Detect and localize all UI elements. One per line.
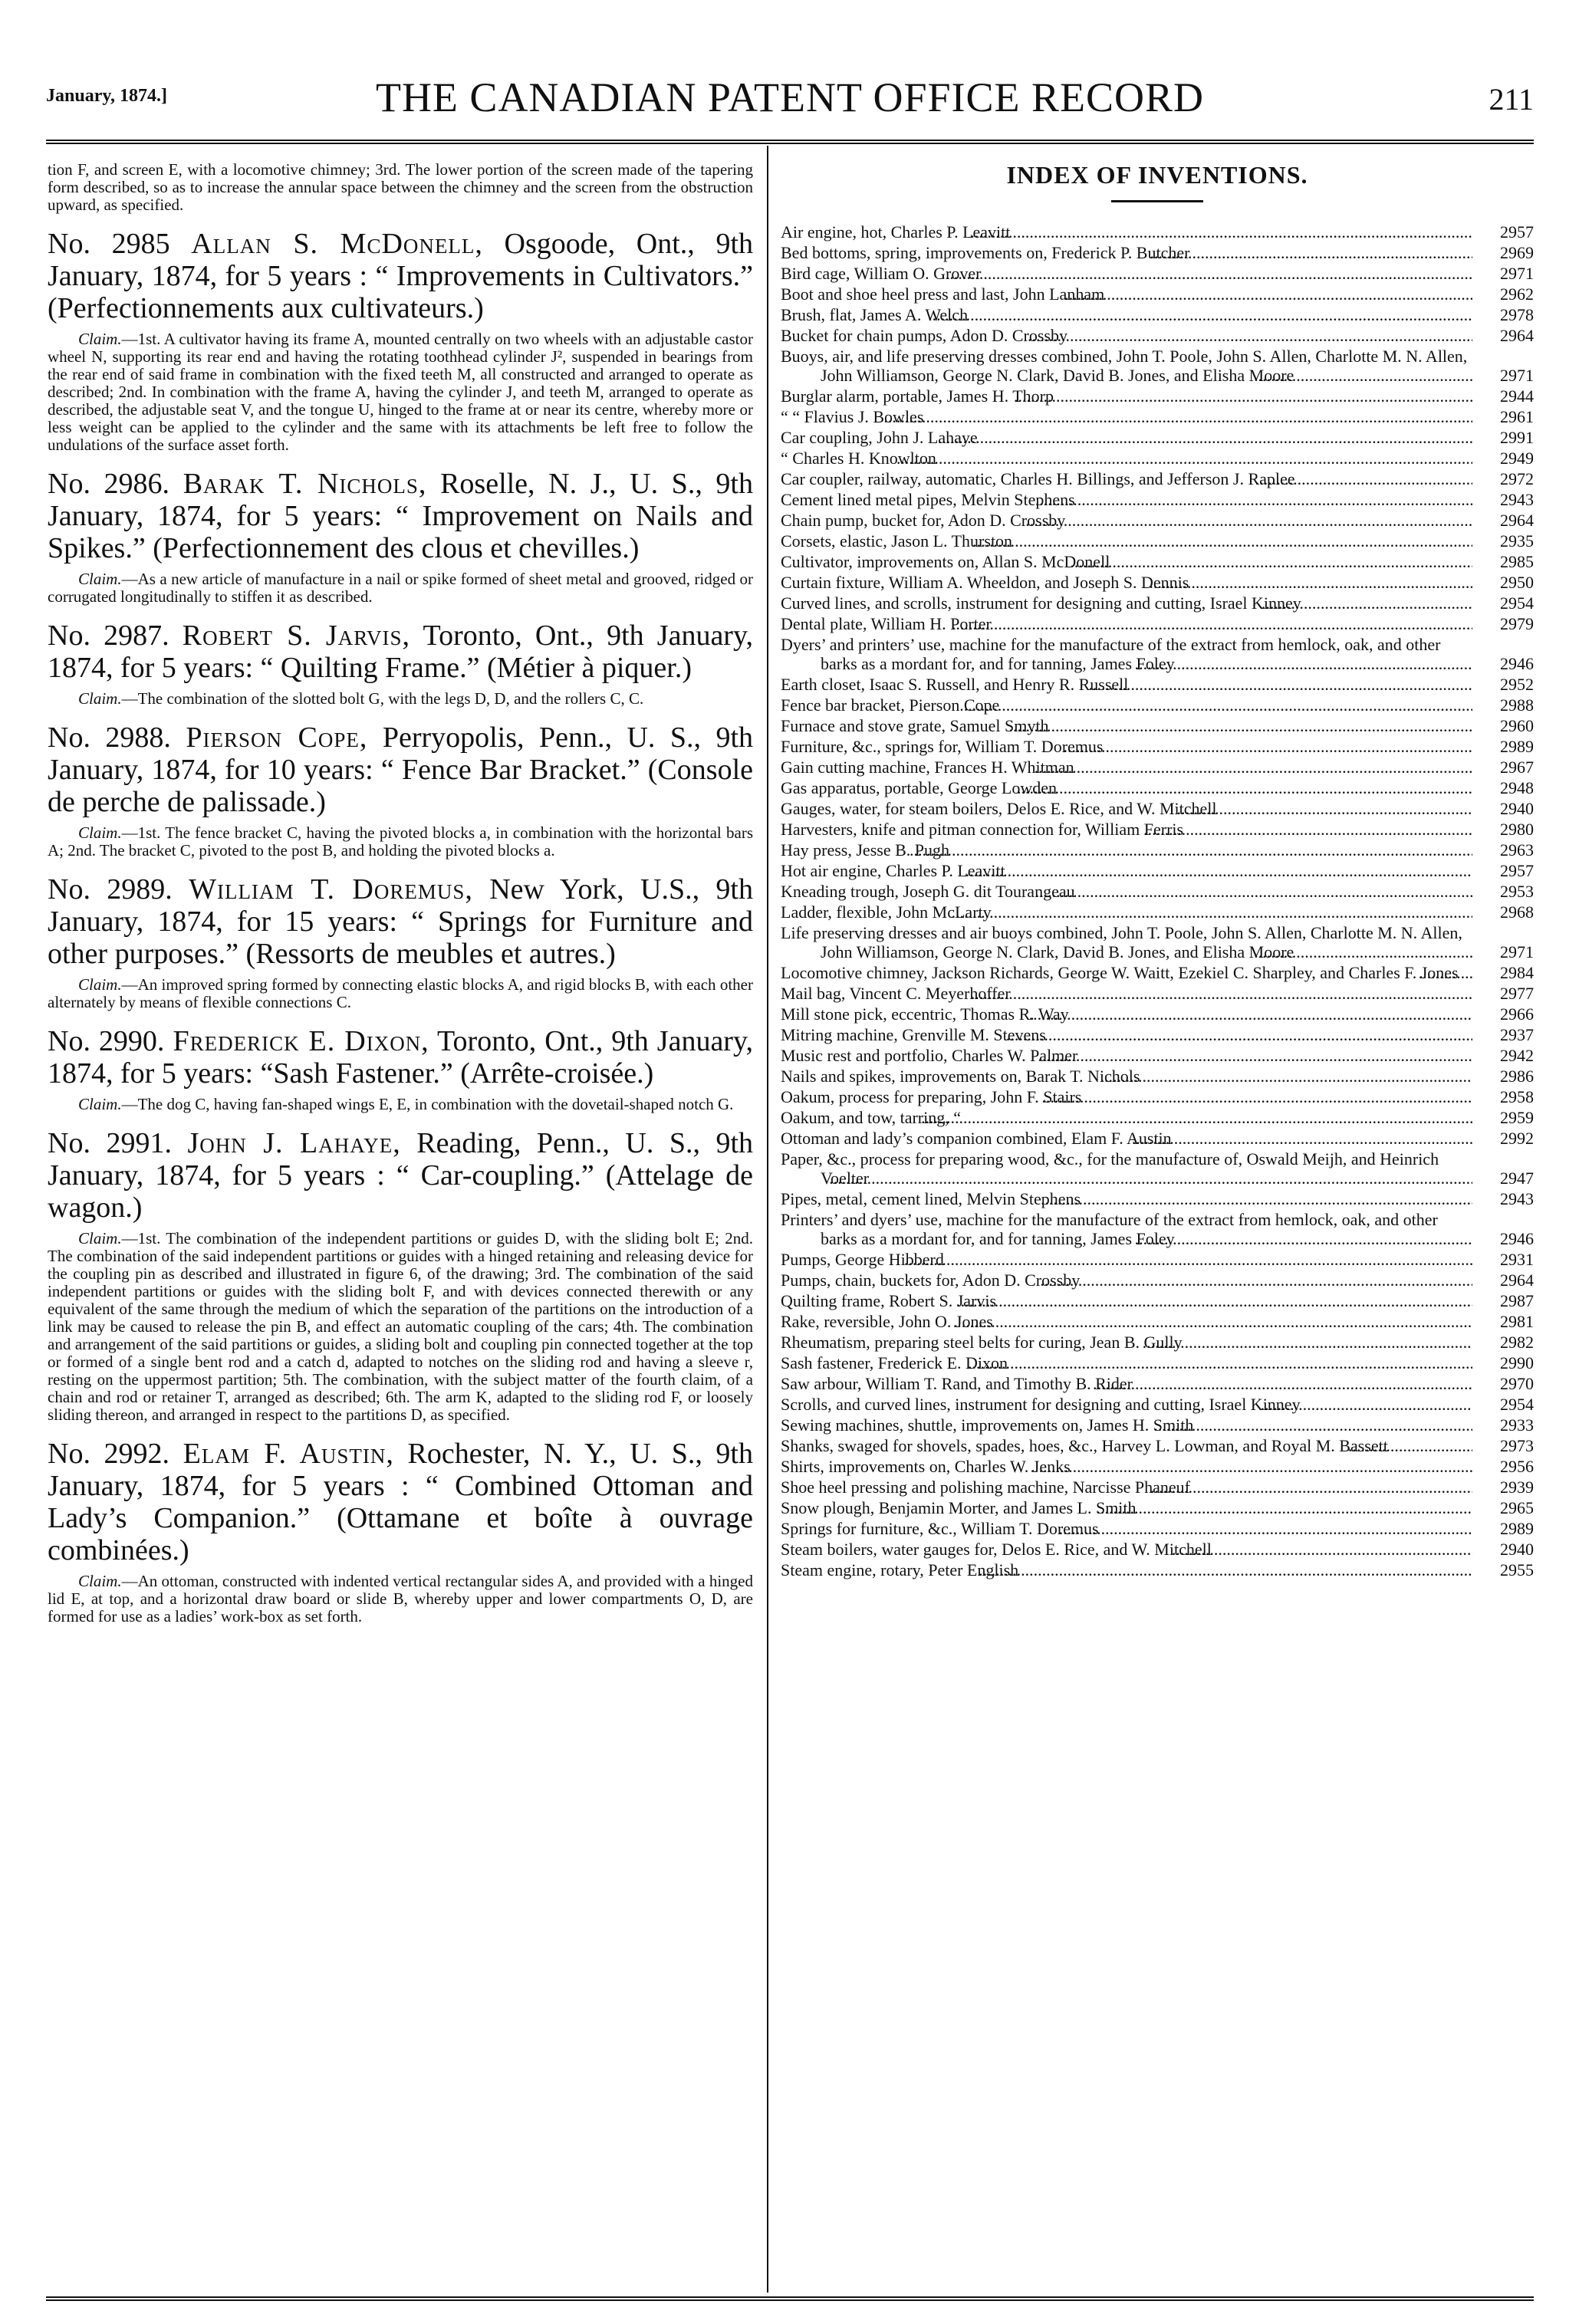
index-entry-text: Pumps, chain, buckets for, Adon D. Crossby ..... (781, 1270, 1472, 1290)
index-entry (781, 1067, 1534, 1086)
index-entry (781, 1004, 1534, 1024)
index-entry-number: 2957 (1472, 222, 1534, 242)
index-entry-number: 2961 (1472, 407, 1534, 426)
index-entry-text: Shoe heel pressing and polishing machine, Narcisse Phaneuf ..... (781, 1478, 1472, 1497)
page-header (46, 66, 1534, 135)
index-entry-number: 2955 (1472, 1560, 1534, 1579)
patent-entry (48, 1127, 753, 1424)
index-entry-number: 2964 (1472, 326, 1534, 345)
index-entry-number: 2973 (1472, 1436, 1534, 1455)
index-entry (781, 695, 1534, 715)
index-entry-number: 2952 (1472, 675, 1534, 694)
inventor-name: Barak T. Nichols, (183, 468, 427, 500)
index-entry (781, 1353, 1534, 1372)
patent-claim (48, 690, 753, 708)
index-entry-text: Fence bar bracket, Pierson Cope ..... (781, 695, 1472, 715)
index-entry (781, 984, 1534, 1003)
index-entry (781, 511, 1534, 530)
index-entry (781, 305, 1534, 324)
index-entry-text: Ladder, flexible, John McLarty ..... (781, 902, 1472, 922)
index-entry-text: “ Charles H. Knowlton ..... (781, 449, 1472, 468)
index-entry-number: 2965 (1472, 1498, 1534, 1517)
index-entry (781, 1333, 1534, 1352)
claim-text: —The combination of the slotted bolt G, with the legs D, D, and the rollers C, C. (121, 689, 644, 708)
index-entry-text: Oakum, and tow, tarring, “ ..... (781, 1108, 1472, 1127)
index-entry (781, 1519, 1534, 1538)
index-entry (781, 737, 1534, 756)
patent-number: No. 2991. (48, 1127, 172, 1159)
patent-details: Toronto, Ont., 9th January, 1874, for 5 years: “Sash Fastener.” (Arrête-croisée.) (48, 1025, 753, 1090)
index-entry (781, 407, 1534, 426)
index-entry (781, 428, 1534, 447)
index-entry (781, 861, 1534, 880)
issue-date: January, 1874.] (46, 86, 168, 106)
index-entry-number: 2990 (1472, 1353, 1534, 1372)
index-list (781, 222, 1534, 1579)
index-entry-text: Harvesters, knife and pitman connection for, William Ferris ..... (781, 820, 1472, 839)
continued-claim-text: tion F, and screen E, with a locomotive chimney; 3rd. The lower portion of the screen made of the tapering form described, so as to increase the annular space between the chimney and the screen from the obstruction upward, as specified. (48, 161, 753, 214)
index-entry (781, 1108, 1534, 1127)
index-entry-number: 2963 (1472, 840, 1534, 860)
patent-heading (48, 228, 753, 324)
index-entry-text: Rake, reversible, John O. Jones ..... (781, 1312, 1472, 1331)
inventor-name: Elam F. Austin, (183, 1438, 394, 1470)
index-entry (781, 1374, 1534, 1393)
index-entry (781, 449, 1534, 468)
index-entry-text: Paper, &c., process for preparing wood, &c., for the manufacture of, Oswald Meijh, and Heinrich Voelter ..... (781, 1149, 1472, 1188)
index-entry-number: 2953 (1472, 882, 1534, 901)
index-entry-number: 2942 (1472, 1046, 1534, 1065)
patent-entry (48, 722, 753, 860)
index-entry-number: 2949 (1472, 449, 1534, 468)
index-entry-number: 2939 (1472, 1478, 1534, 1497)
index-entry (781, 799, 1534, 818)
patent-details: Osgoode, Ont., 9th January, 1874, for 5 years : “ Improvements in Cultivators.” (Perfectionnements aux cultivateurs.) (48, 228, 753, 324)
index-entry-number: 2969 (1472, 243, 1534, 262)
patent-details: Roselle, N. J., U. S., 9th January, 1874, for 5 years: “ Improvement on Nails and Spikes.” (Perfectionnement des clous et chevilles.) (48, 468, 753, 564)
patent-details: Perryopolis, Penn., U. S., 9th January, 1874, for 10 years: “ Fence Bar Bracket.” (Console de perche de palissade.) (48, 722, 753, 818)
index-entry (781, 593, 1534, 613)
index-entry (781, 758, 1534, 777)
index-entry-number: 2956 (1472, 1457, 1534, 1476)
index-entry (781, 614, 1534, 633)
claim-label: Claim. (78, 975, 122, 994)
index-entry-text: Brush, flat, James A. Welch ..... (781, 305, 1472, 324)
index-entry (781, 1540, 1534, 1559)
claim-text: —The dog C, having fan-shaped wings E, E, in combination with the dovetail-shaped notch G. (121, 1095, 734, 1113)
index-entry-text: Cement lined metal pipes, Melvin Stephens ..... (781, 490, 1472, 509)
patent-heading (48, 722, 753, 818)
index-entry-text: Saw arbour, William T. Rand, and Timothy B. Rider ..... (781, 1374, 1472, 1393)
index-entry-number: 2972 (1472, 469, 1534, 488)
index-entry-text: Bed bottoms, spring, improvements on, Frederick P. Butcher ..... (781, 243, 1472, 262)
claim-label: Claim. (78, 570, 122, 588)
index-entry (781, 1149, 1534, 1188)
patent-details: New York, U.S., 9th January, 1874, for 15 years: “ Springs for Furniture and other purposes.” (Ressorts de meubles et autres.) (48, 873, 753, 970)
patent-heading (48, 620, 753, 684)
index-entry-text: Buoys, air, and life preserving dresses combined, John T. Poole, John S. Allen, Charlotte M. N. Allen, John Williamson, George N. Clark, David B. Jones, and Elisha Moore ..... (781, 347, 1472, 385)
patent-claim (48, 976, 753, 1011)
patent-entry (48, 1025, 753, 1113)
index-entry-number: 2959 (1472, 1108, 1534, 1127)
index-entry-text: Dental plate, William H. Porter ..... (781, 614, 1472, 633)
index-entry-number: 2991 (1472, 428, 1534, 447)
patent-number: No. 2985 (48, 228, 170, 260)
index-title-rule (1111, 200, 1203, 202)
index-entry (781, 1312, 1534, 1331)
index-entry (781, 820, 1534, 839)
index-entry (781, 1291, 1534, 1310)
index-entry-text: Hay press, Jesse B. Pugh ..... (781, 840, 1472, 860)
index-entry-text: Air engine, hot, Charles P. Leavitt ..... (781, 222, 1472, 242)
index-entry (781, 326, 1534, 345)
index-entry-number: 2977 (1472, 984, 1534, 1003)
index-entry (781, 1457, 1534, 1476)
index-entry-number: 2948 (1472, 778, 1534, 797)
index-entry-text: Quilting frame, Robert S. Jarvis ..... (781, 1291, 1472, 1310)
index-entry-text: Pipes, metal, cement lined, Melvin Stephens ..... (781, 1189, 1472, 1208)
index-entry-number: 2980 (1472, 820, 1534, 839)
index-entry (781, 243, 1534, 262)
index-entry-text: Chain pump, bucket for, Adon D. Crossby ..... (781, 511, 1472, 530)
index-title: INDEX OF INVENTIONS. (1006, 161, 1308, 189)
index-entry-text: Shanks, swaged for shovels, spades, hoes, &c., Harvey L. Lowman, and Royal M. Bassett ..... (781, 1436, 1472, 1455)
index-entry-number: 2940 (1472, 799, 1534, 818)
index-entry-number: 2940 (1472, 1540, 1534, 1559)
index-entry-number: 2979 (1472, 614, 1534, 633)
index-entry (781, 840, 1534, 860)
index-entry-number: 2982 (1472, 1333, 1534, 1352)
index-entry-number: 2947 (1472, 1169, 1534, 1188)
index-entry (781, 902, 1534, 922)
index-entry (781, 1087, 1534, 1106)
patent-heading (48, 1127, 753, 1224)
index-entry-text: Curtain fixture, William A. Wheeldon, and Joseph S. Dennis ..... (781, 573, 1472, 592)
patent-claim (48, 824, 753, 860)
index-entry-number: 2964 (1472, 1270, 1534, 1290)
patent-claim (48, 1230, 753, 1424)
index-entry-number: 2967 (1472, 758, 1534, 777)
patent-number: No. 2990. (48, 1025, 165, 1057)
patent-entry (48, 468, 753, 606)
index-entry-text: Bucket for chain pumps, Adon D. Crossby ..... (781, 326, 1472, 345)
index-entry-number: 2989 (1472, 737, 1534, 756)
patent-number: No. 2988. (48, 722, 171, 754)
index-entry (781, 1210, 1534, 1248)
index-entry-text: Shirts, improvements on, Charles W. Jenks ..... (781, 1457, 1472, 1476)
index-entry (781, 469, 1534, 488)
index-entry-number: 2943 (1472, 1189, 1534, 1208)
index-entry-number: 2931 (1472, 1250, 1534, 1269)
index-entry-number: 2964 (1472, 511, 1534, 530)
index-entry-text: Kneading trough, Joseph G. dit Tourangeau ..... (781, 882, 1472, 901)
patent-heading (48, 1438, 753, 1566)
claim-label: Claim. (78, 1229, 122, 1247)
index-entry (781, 716, 1534, 735)
index-entry-number: 2968 (1472, 902, 1534, 922)
index-entry-text: Gain cutting machine, Frances H. Whitman ..... (781, 758, 1472, 777)
index-entry-text: Sewing machines, shuttle, improvements on, James H. Smith ..... (781, 1415, 1472, 1435)
patent-heading (48, 468, 753, 564)
patent-heading (48, 873, 753, 970)
index-entry-text: Dyers’ and printers’ use, machine for the manufacture of the extract from hemlock, oak, and other barks as a mordant for, and for tanning, James Foley ..... (781, 635, 1472, 673)
index-entry-number: 2933 (1472, 1415, 1534, 1435)
index-entry-number: 2978 (1472, 305, 1534, 324)
index-column (781, 161, 1534, 2293)
index-entry-number: 2960 (1472, 716, 1534, 735)
inventor-name: John J. Lahaye, (187, 1127, 401, 1159)
patent-entry (48, 1438, 753, 1625)
index-entry (781, 1189, 1534, 1208)
index-entry-text: Locomotive chimney, Jackson Richards, George W. Waitt, Ezekiel C. Sharpley, and Charles F. Jones ..... (781, 963, 1472, 982)
index-entry (781, 1560, 1534, 1579)
index-entry-text: Mail bag, Vincent C. Meyerhoffer ..... (781, 984, 1472, 1003)
inventor-name: Frederick E. Dixon, (173, 1025, 429, 1057)
header-rule (46, 140, 1534, 144)
claim-label: Claim. (78, 689, 122, 708)
index-entry-text: Life preserving dresses and air buoys combined, John T. Poole, John S. Allen, Charlotte M. N. Allen, John Williamson, George N. Clark, David B. Jones, and Elisha Moore ..... (781, 923, 1472, 961)
index-entry-text: Curved lines, and scrolls, instrument for designing and cutting, Israel Kinney ..... (781, 593, 1472, 613)
patent-details: Reading, Penn., U. S., 9th January, 1874, for 5 years : “ Car-coupling.” (Attelage de wagon.) (48, 1127, 753, 1224)
index-entry (781, 347, 1534, 385)
index-entry-number: 2958 (1472, 1087, 1534, 1106)
index-entry-text: Bird cage, William O. Grover ..... (781, 264, 1472, 283)
patent-details: Toronto, Ont., 9th January, 1874, for 5 years: “ Quilting Frame.” (Métier à piquer.) (48, 620, 753, 684)
index-entry (781, 284, 1534, 304)
index-entry-number: 2966 (1472, 1004, 1534, 1024)
index-entry (781, 1250, 1534, 1269)
index-entry-text: Oakum, process for preparing, John F. Stairs ..... (781, 1087, 1472, 1106)
index-entry-text: Printers’ and dyers’ use, machine for the manufacture of the extract from hemlock, oak, and other barks as a mordant for, and for tanning, James Foley ..... (781, 1210, 1472, 1248)
index-entry (781, 635, 1534, 673)
patent-claim (48, 1573, 753, 1625)
index-entry-number: 2944 (1472, 386, 1534, 406)
index-entry-number: 2981 (1472, 1312, 1534, 1331)
index-entry-number: 2957 (1472, 861, 1534, 880)
index-entry-number: 2962 (1472, 284, 1534, 304)
index-entry-text: Cultivator, improvements on, Allan S. McDonell ..... (781, 552, 1472, 571)
index-entry-number: 2950 (1472, 573, 1534, 592)
page-number: 211 (1489, 82, 1534, 117)
index-entry-text: Mitring machine, Grenville M. Stevens ..... (781, 1025, 1472, 1044)
patent-entries (48, 228, 753, 1625)
index-entry-number: 2971 (1472, 264, 1534, 283)
index-entry-number: 2937 (1472, 1025, 1534, 1044)
index-entry-text: Furnace and stove grate, Samuel Smyth ..... (781, 716, 1472, 735)
patent-entry (48, 228, 753, 454)
index-entry (781, 1129, 1534, 1148)
claim-text: —As a new article of manufacture in a nail or spike formed of sheet metal and grooved, ridged or corrugated longitudinally to stiffen it as described. (48, 570, 753, 606)
claim-text: —An ottoman, constructed with indented vertical rectangular sides A, and provided with a hinged lid E, at top, and a horizontal draw board or slide B, whereby upper and lower compartments O, D, are formed for use as a ladies’ work-box as set forth. (48, 1572, 753, 1625)
index-entry-number: 2992 (1472, 1129, 1534, 1148)
index-entry-text: Gas apparatus, portable, George Lowden ..... (781, 778, 1472, 797)
index-entry-text: Boot and shoe heel press and last, John Lanham ..... (781, 284, 1472, 304)
index-entry-number: 2946 (1472, 654, 1534, 673)
patent-details: Rochester, N. Y., U. S., 9th January, 1874, for 5 years : “ Combined Ottoman and Lady’s Companion.” (Ottamane et boîte à ouvrage combinées.) (48, 1438, 753, 1566)
index-entry-text: Nails and spikes, improvements on, Barak T. Nichols ..... (781, 1067, 1472, 1086)
claim-text: —1st. The combination of the independent partitions or guides D, with the sliding bolt E; 2nd. The combination of the said independent partitions or guides with a hinged retaining and releasing device for the coupling pin as described and illustrated in figure 6, of the drawing; 3rd. The combination of the said independent partitions or guides with the sliding bolt F, and with devices connected therewith or any equivalent of the same through the medium of which the separation of the partitions on the introduction of a link may be caused to release the pin B, and effect an automatic coupling of the cars; 4th. The combination and arrangement of the said partitions or guides, a sliding bolt and coupling pin connected together at the top or formed of a single bent rod and a catch d, adapted to notches on the sliding rod and having a sleeve r, resting on the uppermost partition; 5th. The combination, with the subject matter of the fourth claim, of a chain and rod or retainer T, arranged as described; 6th. The arm K, adapted to the sliding rod F, or loosely sliding thereon, and arranged in respect to the partitions D, as specified. (48, 1229, 753, 1424)
index-entry (781, 552, 1534, 571)
index-entry-text: Rheumatism, preparing steel belts for curing, Jean B. Gully ..... (781, 1333, 1472, 1352)
index-entry (781, 1498, 1534, 1517)
index-entry-number: 2989 (1472, 1519, 1534, 1538)
index-entry-text: Snow plough, Benjamin Morter, and James L. Smith ..... (781, 1498, 1472, 1517)
claim-text: —An improved spring formed by connecting elastic blocks A, and rigid blocks B, with each other alternately by means of flexible connections C. (48, 975, 753, 1011)
index-entry-number: 2971 (1472, 942, 1534, 961)
patent-entry (48, 873, 753, 1011)
index-entry-number: 2971 (1472, 366, 1534, 385)
inventor-name: Pierson Cope, (186, 722, 368, 754)
index-entry (781, 1436, 1534, 1455)
claim-label: Claim. (78, 1572, 122, 1590)
index-entry-text: Pumps, George Hibberd ..... (781, 1250, 1472, 1269)
patent-entries-column (48, 161, 753, 2293)
index-entry-number: 2988 (1472, 695, 1534, 715)
index-entry (781, 490, 1534, 509)
claim-label: Claim. (78, 823, 122, 842)
index-entry (781, 923, 1534, 961)
index-entry-text: Burglar alarm, portable, James H. Thorp ..... (781, 386, 1472, 406)
inventor-name: Allan S. McDonell, (191, 228, 483, 260)
patent-claim (48, 1096, 753, 1113)
index-entry-text: Springs for furniture, &c., William T. Doremus ..... (781, 1519, 1472, 1538)
index-entry-number: 2943 (1472, 490, 1534, 509)
index-entry (781, 1478, 1534, 1497)
index-entry-text: Scrolls, and curved lines, instrument for designing and cutting, Israel Kinney ..... (781, 1395, 1472, 1414)
index-entry-number: 2987 (1472, 1291, 1534, 1310)
index-entry-number: 2954 (1472, 593, 1534, 613)
index-entry-number: 2984 (1472, 963, 1534, 982)
index-entry (781, 882, 1534, 901)
index-entry-text: Earth closet, Isaac S. Russell, and Henry R. Russell ..... (781, 675, 1472, 694)
index-entry-text: Mill stone pick, eccentric, Thomas R. Way ..... (781, 1004, 1472, 1024)
publication-title: THE CANADIAN PATENT OFFICE RECORD (375, 74, 1205, 120)
index-entry-text: Hot air engine, Charles P. Leavitt ..... (781, 861, 1472, 880)
patent-claim (48, 570, 753, 606)
index-entry (781, 264, 1534, 283)
index-entry (781, 1395, 1534, 1414)
index-entry-text: Steam engine, rotary, Peter English ..... (781, 1560, 1472, 1579)
index-entry-text: “ “ Flavius J. Bowles ..... (781, 407, 1472, 426)
index-entry-text: Furniture, &c., springs for, William T. Doremus ..... (781, 737, 1472, 756)
index-entry-text: Gauges, water, for steam boilers, Delos E. Rice, and W. Mitchell ..... (781, 799, 1472, 818)
patent-number: No. 2987. (48, 620, 169, 652)
index-entry (781, 573, 1534, 592)
index-entry (781, 1415, 1534, 1435)
patent-claim (48, 330, 753, 454)
index-entry (781, 386, 1534, 406)
patent-entry (48, 620, 753, 708)
index-entry (781, 778, 1534, 797)
patent-heading (48, 1025, 753, 1090)
inventor-name: William T. Doremus, (189, 873, 473, 906)
index-entry-text: Sash fastener, Frederick E. Dixon ..... (781, 1353, 1472, 1372)
patent-number: No. 2986. (48, 468, 170, 500)
index-entry-text: Car coupling, John J. Lahaye ..... (781, 428, 1472, 447)
index-entry (781, 531, 1534, 551)
patent-number: No. 2992. (48, 1438, 170, 1470)
index-entry (781, 222, 1534, 242)
index-entry (781, 1270, 1534, 1290)
claim-label: Claim. (78, 1095, 122, 1113)
index-entry (781, 1046, 1534, 1065)
patent-number: No. 2989. (48, 873, 173, 906)
index-entry-text: Car coupler, railway, automatic, Charles H. Billings, and Jefferson J. Raplee ..... (781, 469, 1472, 488)
inventor-name: Robert S. Jarvis, (182, 620, 411, 652)
column-divider (767, 146, 768, 2293)
index-entry-number: 2985 (1472, 552, 1534, 571)
index-entry-number: 2986 (1472, 1067, 1534, 1086)
index-entry (781, 675, 1534, 694)
claim-label: Claim. (78, 330, 122, 348)
index-entry-number: 2954 (1472, 1395, 1534, 1414)
footer-rule (46, 2296, 1534, 2301)
claim-text: —1st. The fence bracket C, having the pivoted blocks a, in combination with the horizontal bars A; 2nd. The bracket C, pivoted to the post B, and holding the pivoted blocks a. (48, 823, 753, 860)
index-entry-text: Steam boilers, water gauges for, Delos E. Rice, and W. Mitchell ..... (781, 1540, 1472, 1559)
index-entry-text: Corsets, elastic, Jason L. Thurston ..... (781, 531, 1472, 551)
index-entry-number: 2970 (1472, 1374, 1534, 1393)
index-entry-number: 2946 (1472, 1229, 1534, 1248)
index-entry-text: Ottoman and lady’s companion combined, Elam F. Austin ..... (781, 1129, 1472, 1148)
index-entry (781, 963, 1534, 982)
index-entry-number: 2935 (1472, 531, 1534, 551)
claim-text: —1st. A cultivator having its frame A, mounted centrally on two wheels with an adjustable castor wheel N, supporting its rear end and having the rotating toothhead cylinder J², suspended in bearings from the rear end of said frame in combination with the fixed teeth M, all constructed and arranged to operate as described; 2nd. In combination with the frame A, having the cylinder J, and teeth M, arranged to operate as described, the adjustable seat V, and the tongue U, hinged to the frame at or near its centre, whereby more or less weight can be applied to the cylinder and the same with its attachments be left free to follow the undulations of the surface asset forth. (48, 330, 753, 454)
index-entry (781, 1025, 1534, 1044)
index-entry-text: Music rest and portfolio, Charles W. Palmer ..... (781, 1046, 1472, 1065)
